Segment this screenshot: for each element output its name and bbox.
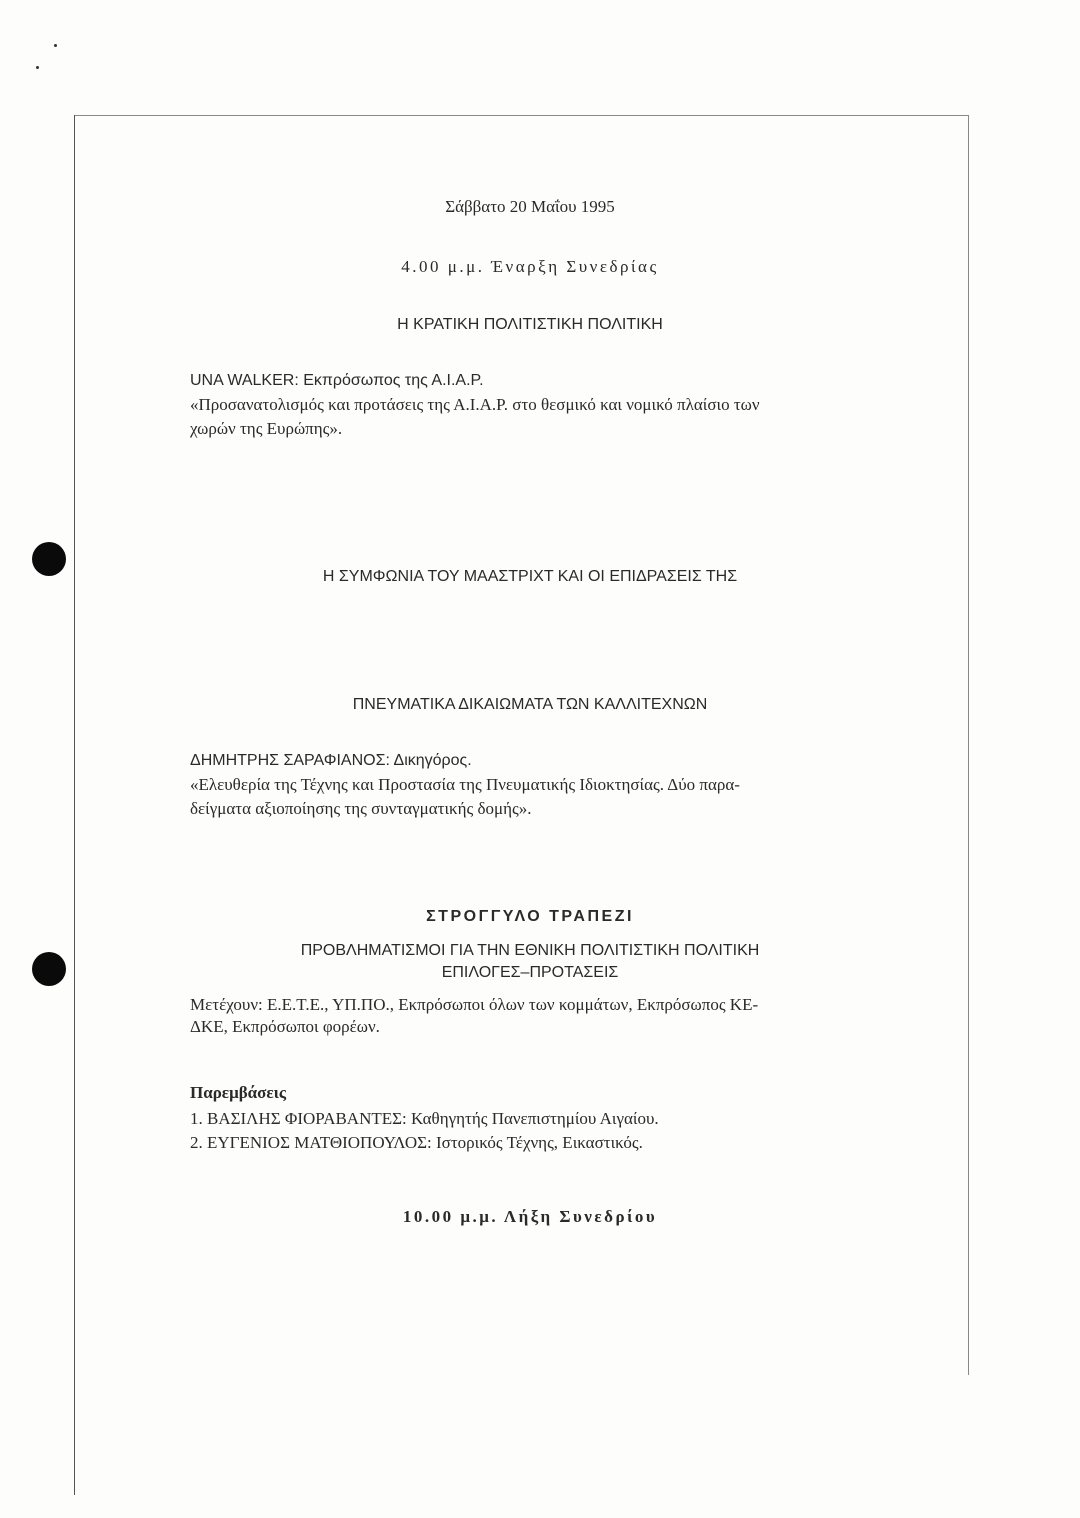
section3-title: ΣΤΡΟΓΓΥΛΟ ΤΡΑΠΕΖΙ (426, 908, 634, 925)
interventions-heading: Παρεμβάσεις (190, 1083, 287, 1102)
section1-speaker: UNA WALKER: Εκπρόσωπος της Α.Ι.Α.Ρ. (190, 372, 484, 389)
section1-title: Η ΚΡΑΤΙΚΗ ΠΟΛΙΤΙΣΤΙΚΗ ΠΟΛΙΤΙΚΗ (397, 316, 663, 333)
section1-talk-line1: «Προσανατολισμός και προτάσεις της Α.Ι.Α.Ρ. στο θεσμικό και νομικό πλαίσιο των (190, 395, 760, 414)
section2-talk-line2: δείγματα αξιοποίησης της συνταγματικής δομής». (190, 799, 532, 818)
section2-title-line2: ΠΝΕΥΜΑΤΙΚΑ ΔΙΚΑΙΩΜΑΤΑ ΤΩΝ ΚΑΛΛΙΤΕΧΝΩΝ (352, 696, 708, 713)
date-heading: Σάββατο 20 Μαΐου 1995 (445, 197, 615, 216)
page-border-right (968, 115, 969, 1375)
section1-talk-line2: χωρών της Ευρώπης». (190, 419, 343, 438)
section3-subtitle-line1: ΠΡΟΒΛΗΜΑΤΙΣΜΟΙ ΓΙΑ ΤΗΝ ΕΘΝΙΚΗ ΠΟΛΙΤΙΣΤΙΚΗ ΠΟΛΙΤΙΚΗ (300, 942, 760, 959)
intervention-item: 1. ΒΑΣΙΛΗΣ ΦΙΟΡΑΒΑΝΤΕΣ: Καθηγητής Πανεπιστημίου Αιγαίου. (190, 1109, 659, 1128)
section2-speaker: ΔΗΜΗΤΡΗΣ ΣΑΡΑΦΙΑΝΟΣ: Δικηγόρος. (190, 752, 472, 769)
punch-hole-upper (32, 542, 66, 576)
page-border-top (74, 115, 969, 116)
section3-participants-line2: ΔΚΕ, Εκπρόσωποι φορέων. (190, 1017, 380, 1036)
section2-talk-line1: «Ελευθερία της Τέχνης και Προστασία της Πνευματικής Ιδιοκτησίας. Δύο παρα- (190, 775, 740, 794)
scan-speck (36, 66, 39, 69)
session-start: 4.00 μ.μ. Έναρξη Συνεδρίας (401, 257, 659, 276)
section3-participants-line1: Μετέχουν: Ε.Ε.Τ.Ε., ΥΠ.ΠΟ., Εκπρόσωποι όλων των κομμάτων, Εκπρόσωπος ΚΕ- (190, 995, 759, 1014)
punch-hole-lower (32, 952, 66, 986)
section2-title-line1: Η ΣΥΜΦΩΝΙΑ ΤΟΥ ΜΑΑΣΤΡΙΧΤ ΚΑΙ ΟΙ ΕΠΙΔΡΑΣΕΙΣ ΤΗΣ (322, 568, 738, 585)
page-border-left (74, 115, 75, 1495)
intervention-item: 2. ΕΥΓΕΝΙΟΣ ΜΑΤΘΙΟΠΟΥΛΟΣ: Ιστορικός Τέχνης, Εικαστικός. (190, 1133, 643, 1152)
scan-speck (54, 44, 57, 47)
closing-line: 10.00 μ.μ. Λήξη Συνεδρίου (402, 1207, 658, 1226)
section3-subtitle-line2: ΕΠΙΛΟΓΕΣ–ΠΡΟΤΑΣΕΙΣ (441, 964, 619, 981)
